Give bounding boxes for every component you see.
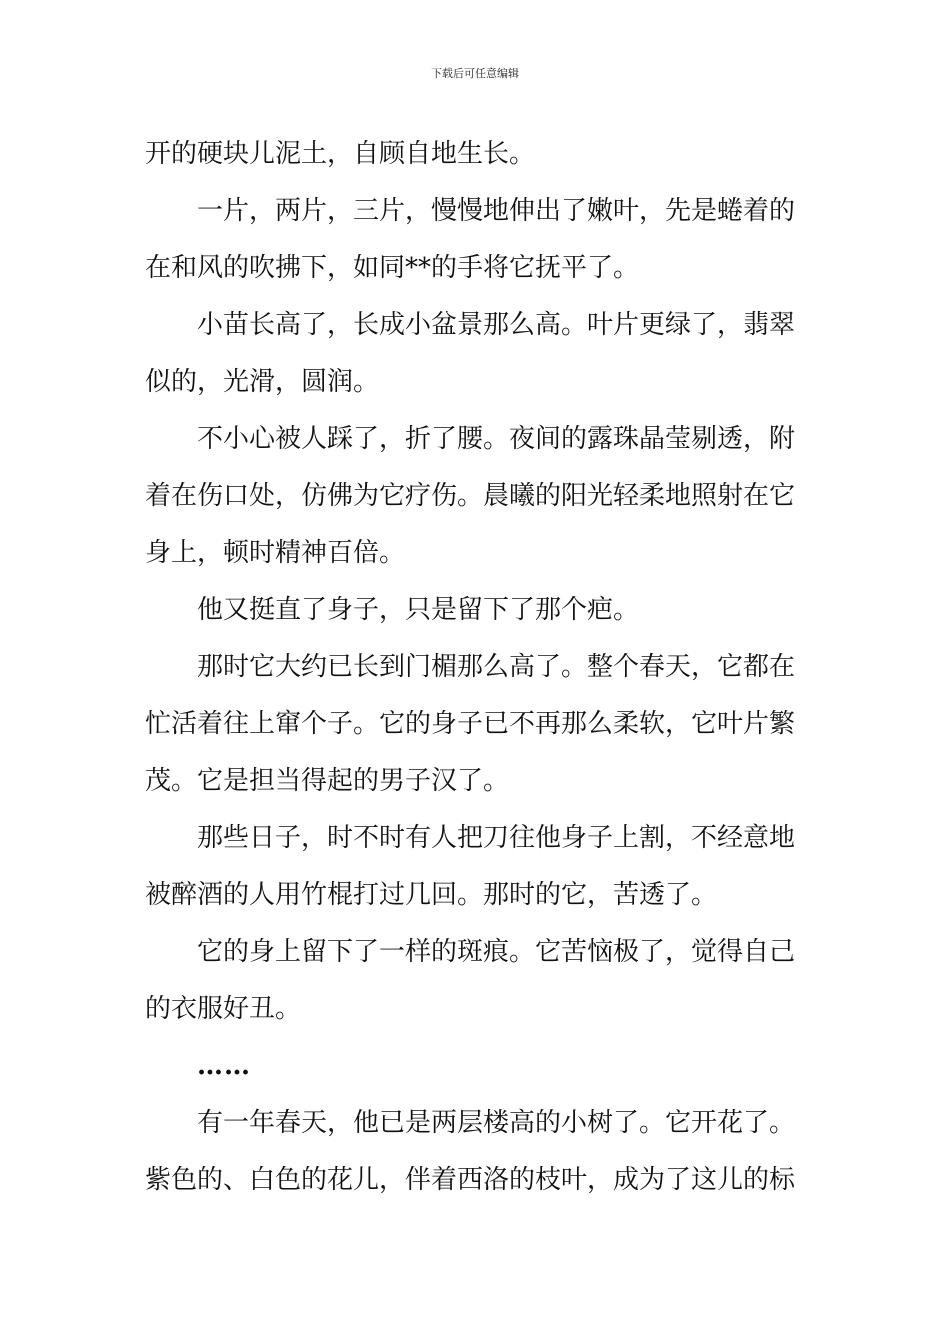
text-line: 它的身上留下了一样的斑痕。它苦恼极了，觉得自己 bbox=[197, 937, 796, 967]
text-line: 一片，两片，三片，慢慢地伸出了嫩叶，先是蜷着的 bbox=[197, 196, 796, 226]
text-line: 忙活着往上窜个子。它的身子已不再那么柔软，它叶片繁 bbox=[145, 709, 796, 739]
ellipsis-line: …… bbox=[197, 1051, 251, 1081]
text-line: 那时它大约已长到门楣那么高了。整个春天，它都在 bbox=[197, 652, 796, 682]
document-body bbox=[145, 126, 807, 1209]
text-line: 在和风的吹拂下，如同**的手将它抚平了。 bbox=[145, 253, 640, 283]
text-line: 的衣服好丑。 bbox=[145, 994, 302, 1024]
text-line: 似的，光滑，圆润。 bbox=[145, 367, 380, 397]
text-line: 茂。它是担当得起的男子汉了。 bbox=[145, 766, 510, 796]
text-line: 紫色的、白色的花儿，伴着西洛的枝叶，成为了这儿的标 bbox=[145, 1165, 796, 1195]
text-line: 有一年春天，他已是两层楼高的小树了。它开花了。 bbox=[197, 1108, 796, 1138]
text-line: 着在伤口处，仿佛为它疗伤。晨曦的阳光轻柔地照射在它 bbox=[145, 481, 796, 511]
text-line: 被醉酒的人用竹棍打过几回。那时的它，苦透了。 bbox=[145, 880, 718, 910]
page-header: 下载后可任意编辑 bbox=[431, 67, 519, 80]
text-line: 他又挺直了身子，只是留下了那个疤。 bbox=[197, 595, 640, 625]
text-line: 小苗长高了，长成小盆景那么高。叶片更绿了，翡翠 bbox=[197, 310, 796, 340]
text-line: 不小心被人踩了，折了腰。夜间的露珠晶莹剔透，附 bbox=[197, 424, 796, 454]
text-line: 开的硬块儿泥土，自顾自地生长。 bbox=[145, 139, 536, 169]
text-line: 身上，顿时精神百倍。 bbox=[145, 538, 406, 568]
text-line: 那些日子，时不时有人把刀往他身子上割，不经意地 bbox=[197, 823, 796, 853]
